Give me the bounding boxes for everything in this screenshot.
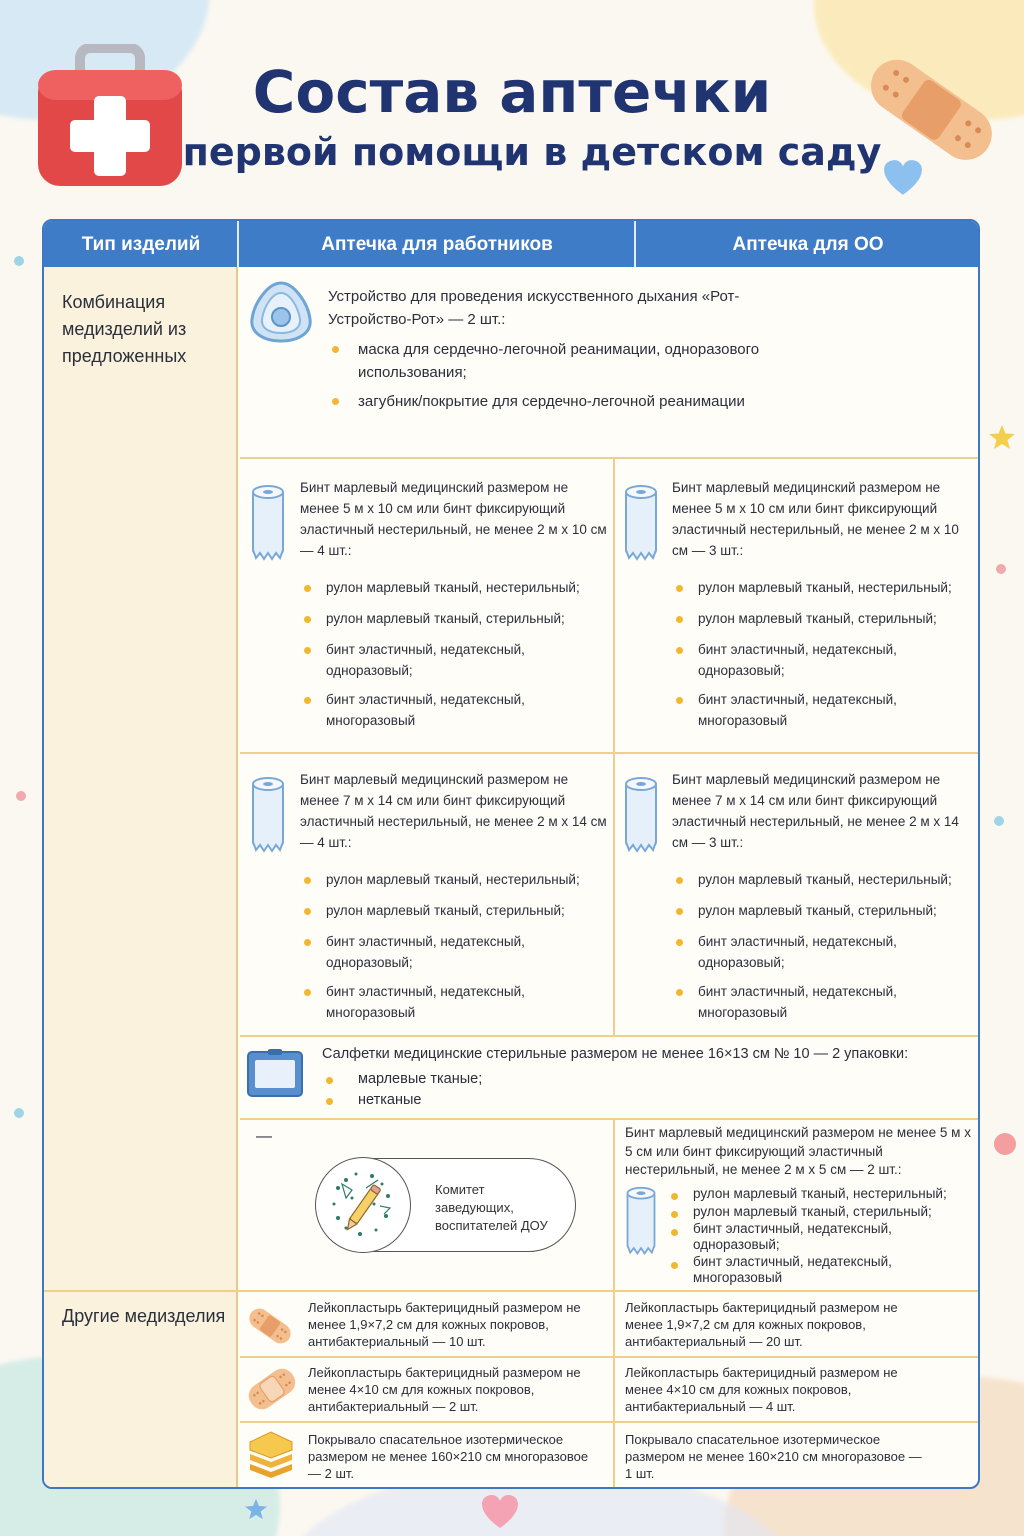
committee-badge [316, 1158, 576, 1252]
decor-dot [14, 1108, 24, 1118]
list-item: рулон марлевый тканый, нестерильный; [300, 577, 610, 598]
bandage-roll-icon [250, 776, 286, 856]
list-item: нетканые [322, 1090, 962, 1111]
list-item: рулон марлевый тканый, стерильный; [300, 608, 610, 629]
list-item: рулон марлевый тканый, нестерильный; [672, 869, 976, 890]
decor-dot [16, 791, 26, 801]
header-workers: Аптечка для работников [321, 234, 553, 255]
bandage-roll-icon [250, 484, 286, 564]
list-item: бинт эластичный, недатексный, одноразовый; [667, 1221, 907, 1254]
table-header [44, 221, 978, 267]
header-separator [237, 221, 239, 267]
header-type: Тип изделий [81, 234, 201, 255]
napkins [322, 1044, 962, 1111]
napkin-pack-icon [246, 1048, 304, 1098]
list-item: бинт эластичный, недатексный, одноразовый; [672, 931, 912, 973]
row-divider [240, 752, 980, 754]
bandage-title: Бинт марлевый медицинский размером не менее 7 м x 14 см или бинт фиксирующий эластичный нестерильный, не менее 2 м x 14 см — 4 шт.: [300, 772, 607, 850]
bandage-5x10-workers [300, 477, 610, 731]
column-divider [613, 1118, 615, 1489]
list-item: бинт эластичный, недатексный, одноразовый; [300, 931, 540, 973]
category-other: Другие медизделия [62, 1306, 226, 1326]
page-title [0, 58, 1024, 178]
category-combo: Комбинация медизделий из предложенных [62, 292, 187, 366]
cpr-mask-icon [248, 281, 314, 343]
star-icon [244, 1498, 268, 1520]
blanket-workers: Покрывало спасательное изотермическое размером не менее 160×210 см многоразовое — 2 шт. [308, 1432, 589, 1481]
bandage-title: Бинт марлевый медицинский размером не менее 5 м x 5 см или бинт фиксирующий эластичный нестерильный, не менее 2 м x 5 см — 2 шт.: [625, 1125, 971, 1177]
list-item: бинт эластичный, недатексный, одноразовый; [672, 639, 912, 681]
list-item: рулон марлевый тканый, стерильный; [300, 900, 610, 921]
decor-dot [996, 564, 1006, 574]
plaster-icon [246, 1364, 298, 1414]
row-divider [240, 1118, 980, 1120]
list-item: бинт эластичный, недатексный, многоразовый [672, 689, 912, 731]
plaster-large-workers: Лейкопластырь бактерицидный размером не менее 4×10 см для кожных покровов, антибактериальный — 2 шт. [308, 1365, 581, 1414]
plaster-icon [246, 1302, 294, 1350]
row-divider [240, 457, 980, 459]
list-item: рулон марлевый тканый, нестерильный; [672, 577, 976, 598]
title-line-1: Состав аптечки [252, 58, 772, 126]
list-item: загубник/покрытие для сердечно-легочной реанимации [328, 390, 768, 413]
list-item: марлевые тканые; [322, 1069, 962, 1090]
bandage-roll-icon [623, 484, 659, 564]
column-divider [613, 457, 615, 1037]
plaster-small-oo: Лейкопластырь бактерицидный размером не менее 1,9×7,2 см для кожных покровов, антибактериальный — 20 шт. [625, 1300, 898, 1349]
header-oo: Аптечка для ОО [732, 234, 884, 255]
star-icon [988, 424, 1016, 450]
decor-dot [994, 816, 1004, 826]
blanket-oo: Покрывало спасательное изотермическое размером не менее 160×210 см многоразовое — 1 шт. [625, 1432, 922, 1481]
list-item: рулон марлевый тканый, нестерильный; [300, 869, 610, 890]
title-line-2: первой помощи в детском саду [182, 130, 882, 174]
breathing-device [328, 285, 768, 413]
plaster-small-workers: Лейкопластырь бактерицидный размером не менее 1,9×7,2 см для кожных покровов, антибактериальный — 10 шт. [308, 1300, 581, 1349]
bandage-title: Бинт марлевый медицинский размером не менее 5 м x 10 см или бинт фиксирующий эластичный нестерильный, не менее 2 м x 10 см — 4 шт.: [300, 480, 607, 558]
decor-dot [14, 256, 24, 266]
bandage-7x14-oo [672, 769, 976, 1023]
list-item: рулон марлевый тканый, стерильный; [667, 1203, 975, 1221]
bandage-title: Бинт марлевый медицинский размером не менее 5 м x 10 см или бинт фиксирующий эластичный нестерильный, не менее 2 м x 10 см — 3 шт.: [672, 480, 959, 558]
list-item: рулон марлевый тканый, нестерильный; [667, 1185, 975, 1203]
list-item: рулон марлевый тканый, стерильный; [672, 900, 976, 921]
list-item: рулон марлевый тканый, стерильный; [672, 608, 976, 629]
rescue-blanket-icon [246, 1428, 296, 1482]
row-divider [240, 1421, 980, 1423]
committee-text: Комитет заведующих, воспитателей ДОУ [435, 1182, 548, 1233]
napkins-title: Салфетки медицинские стерильные размером не менее 16×13 см № 10 — 2 упаковки: [322, 1046, 909, 1062]
bandage-5x5-oo [625, 1124, 975, 1287]
row-divider [44, 1290, 980, 1292]
list-item: бинт эластичный, недатексный, многоразовый [300, 689, 540, 731]
decor-dot [994, 1133, 1016, 1155]
bandage-title: Бинт марлевый медицинский размером не менее 7 м x 14 см или бинт фиксирующий эластичный нестерильный, не менее 2 м x 14 см — 3 шт.: [672, 772, 959, 850]
bandage-7x14-workers [300, 769, 610, 1023]
list-item: маска для сердечно-легочной реанимации, одноразового использования; [328, 338, 768, 384]
row-divider [240, 1035, 980, 1037]
list-item: бинт эластичный, недатексный, многоразовый [672, 981, 912, 1023]
bandage-roll-icon [623, 776, 659, 856]
plaster-large-oo: Лейкопластырь бактерицидный размером не менее 4×10 см для кожных покровов, антибактериальный — 4 шт. [625, 1365, 898, 1414]
list-item: бинт эластичный, недатексный, одноразовый; [300, 639, 540, 681]
bandage-5x10-oo [672, 477, 976, 731]
empty-dash: — [256, 1128, 272, 1145]
breathing-title: Устройство для проведения искусственного дыхания «Рот-Устройство-Рот» — 2 шт.: [328, 288, 740, 328]
list-item: бинт эластичный, недатексный, многоразовый [300, 981, 540, 1023]
list-item: бинт эластичный, недатексный, многоразовый [667, 1254, 907, 1287]
emblem-icon [315, 1157, 411, 1253]
row-divider [240, 1356, 980, 1358]
heart-icon [480, 1494, 520, 1530]
